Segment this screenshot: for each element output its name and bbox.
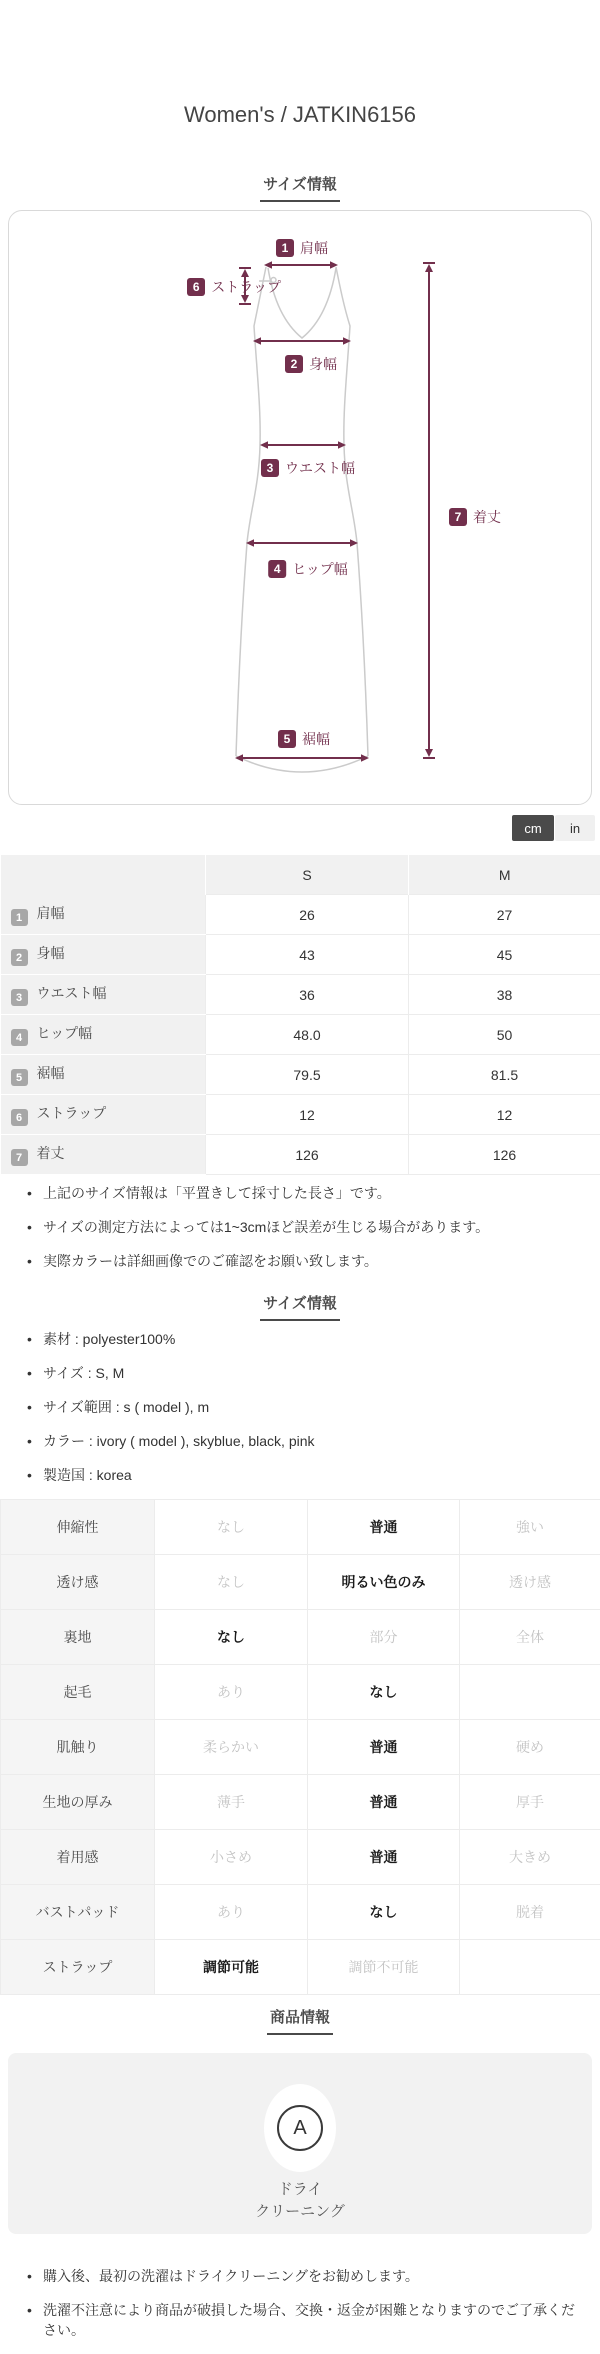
list-item: • サイズ範囲 : s ( model ), m <box>25 1397 580 1417</box>
care-symbol-background <box>264 2084 336 2172</box>
page-title: Women's / JATKIN6156 <box>0 0 600 130</box>
detail-section-heading-text: サイズ情報 <box>260 1295 340 1321</box>
value-cell: 36 <box>206 975 409 1015</box>
row-number-badge: 5 <box>11 1069 28 1086</box>
size-diagram <box>8 210 592 805</box>
diagram-label-hip-width <box>268 559 348 579</box>
table-row <box>1 935 600 975</box>
measure-label: ウエスト幅 <box>285 458 355 478</box>
product-section-heading <box>0 2009 600 2035</box>
property-option: なし <box>155 1555 308 1610</box>
table-row <box>1 1665 600 1720</box>
value-cell: 81.5 <box>409 1055 600 1095</box>
list-item: • カラー : ivory ( model ), skyblue, black, pink <box>25 1431 580 1451</box>
list-item: • 実際カラーは詳細画像でのご確認をお願い致します。 <box>25 1251 580 1271</box>
table-row <box>1 1135 600 1175</box>
property-option: 部分 <box>308 1610 460 1665</box>
row-label-shoulder <box>1 895 206 935</box>
table-row <box>1 1015 600 1055</box>
dress-outline-drawing <box>9 211 591 802</box>
list-item: • 洗濯不注意により商品が破損した場合、交換・返金が困難となりますのでご了承ください。 <box>25 2300 580 2340</box>
measure-number-badge: 4 <box>268 560 286 578</box>
value-cell: 26 <box>206 895 409 935</box>
table-row <box>1 1555 600 1610</box>
table-row <box>1 1940 600 1995</box>
property-option: なし <box>308 1885 460 1940</box>
table-row <box>1 1885 600 1940</box>
care-label-line2: クリーニング <box>255 2201 345 2223</box>
property-label: 裏地 <box>1 1610 155 1665</box>
measure-label: ヒップ幅 <box>292 559 348 579</box>
care-symbol-label <box>255 2179 345 2223</box>
property-option: 厚手 <box>460 1775 600 1830</box>
property-option: なし <box>308 1665 460 1720</box>
size-section-heading-text: サイズ情報 <box>260 176 340 202</box>
measure-number-badge: 3 <box>261 459 279 477</box>
property-label: 肌触り <box>1 1720 155 1775</box>
property-option <box>460 1940 600 1995</box>
list-item: • 製造国 : korea <box>25 1465 580 1485</box>
size-table-col-m: M <box>409 855 600 895</box>
row-label-text: ヒップ幅 <box>37 1025 93 1041</box>
value-cell: 12 <box>409 1095 600 1135</box>
care-instructions-box <box>8 2053 592 2234</box>
row-label-text: 身幅 <box>37 945 65 961</box>
property-option <box>460 1665 600 1720</box>
property-option: 小さめ <box>155 1830 308 1885</box>
size-table-corner-cell <box>1 855 206 895</box>
table-row <box>1 1830 600 1885</box>
value-cell: 27 <box>409 895 600 935</box>
measure-number-badge: 7 <box>449 508 467 526</box>
value-cell: 126 <box>409 1135 600 1175</box>
property-option: 調節可能 <box>155 1940 308 1995</box>
property-option: 普通 <box>308 1775 460 1830</box>
table-row <box>1 1095 600 1135</box>
property-label: ストラップ <box>1 1940 155 1995</box>
measure-label: 裾幅 <box>302 729 330 749</box>
value-cell: 45 <box>409 935 600 975</box>
row-label-waist <box>1 975 206 1015</box>
size-table <box>0 855 600 1175</box>
detail-section-heading <box>0 1295 600 1321</box>
property-option: 調節不可能 <box>308 1940 460 1995</box>
row-label-hip <box>1 1015 206 1055</box>
row-number-badge: 3 <box>11 989 28 1006</box>
diagram-label-shoulder-width <box>276 238 328 258</box>
table-row <box>1 1500 600 1555</box>
property-option: 強い <box>460 1500 600 1555</box>
size-table-header-row <box>1 855 600 895</box>
property-option: 大きめ <box>460 1830 600 1885</box>
size-table-col-s: S <box>206 855 409 895</box>
property-label: 起毛 <box>1 1665 155 1720</box>
size-notes-list <box>0 1183 600 1271</box>
property-option: 普通 <box>308 1830 460 1885</box>
value-cell: 50 <box>409 1015 600 1055</box>
row-label-text: ウエスト幅 <box>37 985 107 1001</box>
property-option: 薄手 <box>155 1775 308 1830</box>
property-option: 普通 <box>308 1500 460 1555</box>
measure-number-badge: 5 <box>278 730 296 748</box>
property-label: 生地の厚み <box>1 1775 155 1830</box>
row-label-length <box>1 1135 206 1175</box>
property-label: 透け感 <box>1 1555 155 1610</box>
measure-number-badge: 1 <box>276 239 294 257</box>
row-label-text: ストラップ <box>37 1105 107 1121</box>
care-label-line1: ドライ <box>255 2179 345 2201</box>
row-label-hem <box>1 1055 206 1095</box>
row-number-badge: 2 <box>11 949 28 966</box>
unit-toggle <box>0 815 595 841</box>
row-label-text: 着丈 <box>37 1145 65 1161</box>
diagram-label-waist-width <box>261 458 355 478</box>
value-cell: 126 <box>206 1135 409 1175</box>
table-row <box>1 1720 600 1775</box>
property-label: バストパッド <box>1 1885 155 1940</box>
diagram-label-body-width <box>285 354 337 374</box>
row-label-strap <box>1 1095 206 1135</box>
measurement-arrows <box>239 263 435 758</box>
value-cell: 12 <box>206 1095 409 1135</box>
table-row <box>1 1775 600 1830</box>
property-option: 脱着 <box>460 1885 600 1940</box>
property-option: 普通 <box>308 1720 460 1775</box>
row-label-text: 肩幅 <box>37 905 65 921</box>
list-item: • 素材 : polyester100% <box>25 1329 580 1349</box>
diagram-label-strap <box>187 277 281 297</box>
property-option: 柔らかい <box>155 1720 308 1775</box>
value-cell: 43 <box>206 935 409 975</box>
care-symbol-letter: A <box>293 2117 306 2140</box>
size-section-heading <box>0 176 600 202</box>
measure-label: 身幅 <box>309 354 337 374</box>
value-cell: 79.5 <box>206 1055 409 1095</box>
list-item: • サイズ : S, M <box>25 1363 580 1383</box>
table-row <box>1 1610 600 1665</box>
measure-label: ストラップ <box>211 277 281 297</box>
row-label-body <box>1 935 206 975</box>
row-number-badge: 7 <box>11 1149 28 1166</box>
property-table <box>0 1499 600 1995</box>
property-option: 透け感 <box>460 1555 600 1610</box>
row-number-badge: 1 <box>11 909 28 926</box>
property-option: なし <box>155 1500 308 1555</box>
value-cell: 38 <box>409 975 600 1015</box>
value-cell: 48.0 <box>206 1015 409 1055</box>
property-option: 硬め <box>460 1720 600 1775</box>
product-section-heading-text: 商品情報 <box>267 2009 333 2035</box>
list-item: • 購入後、最初の洗濯はドライクリーニングをお勧めします。 <box>25 2266 580 2286</box>
row-number-badge: 6 <box>11 1109 28 1126</box>
property-option: あり <box>155 1885 308 1940</box>
list-item: • サイズの測定方法によっては1~3cmほど誤差が生じる場合があります。 <box>25 1217 580 1237</box>
property-option: 明るい色のみ <box>308 1555 460 1610</box>
property-option: あり <box>155 1665 308 1720</box>
unit-in-button[interactable]: in <box>555 815 595 841</box>
row-label-text: 裾幅 <box>37 1065 65 1081</box>
list-item: • 上記のサイズ情報は「平置きして採寸した長さ」です。 <box>25 1183 580 1203</box>
table-row <box>1 975 600 1015</box>
measure-number-badge: 6 <box>187 278 205 296</box>
diagram-label-length <box>449 507 501 527</box>
property-option: なし <box>155 1610 308 1665</box>
property-label: 着用感 <box>1 1830 155 1885</box>
row-number-badge: 4 <box>11 1029 28 1046</box>
table-row <box>1 895 600 935</box>
measure-label: 肩幅 <box>300 238 328 258</box>
diagram-label-hem-width <box>278 729 330 749</box>
dry-cleaning-icon <box>277 2105 323 2151</box>
measure-number-badge: 2 <box>285 355 303 373</box>
measure-label: 着丈 <box>473 507 501 527</box>
detail-items-list <box>0 1329 600 1485</box>
unit-cm-button[interactable]: cm <box>512 815 554 841</box>
property-label: 伸縮性 <box>1 1500 155 1555</box>
care-notes-list <box>0 2266 600 2340</box>
property-option: 全体 <box>460 1610 600 1665</box>
table-row <box>1 1055 600 1095</box>
